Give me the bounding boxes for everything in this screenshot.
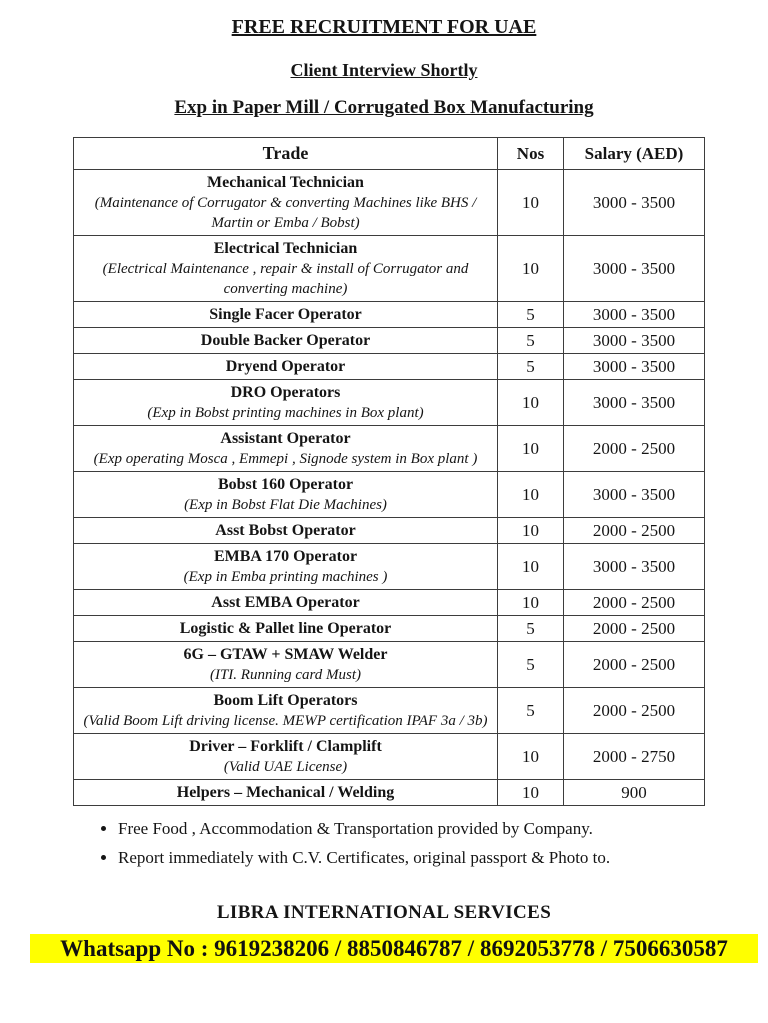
table-row: [74, 472, 705, 518]
table-row: [74, 426, 705, 472]
trade-detail: (Valid UAE License): [223, 759, 348, 775]
note-item: • Report immediately with C.V. Certificates, original passport & Photo to.: [118, 847, 768, 868]
nos-cell: 5: [498, 642, 564, 688]
trade-detail: (Exp in Bobst Flat Die Machines): [184, 497, 387, 513]
nos-cell: 5: [498, 616, 564, 642]
trade-cell: [74, 354, 498, 380]
trade-detail: (Electrical Maintenance , repair & install of Corrugator and converting machine): [102, 261, 469, 297]
trade-name: 6G – GTAW + SMAW Welder: [183, 646, 388, 663]
trade-cell: [74, 236, 498, 302]
trade-name: EMBA 170 Operator: [213, 548, 358, 565]
trade-cell: [74, 302, 498, 328]
nos-cell: 10: [498, 472, 564, 518]
table-row: [74, 170, 705, 236]
table-row: [74, 590, 705, 616]
trade-cell: [74, 472, 498, 518]
salary-cell: 3000 - 3500: [564, 380, 705, 426]
table-row: [74, 518, 705, 544]
nos-cell: 10: [498, 426, 564, 472]
trade-name: Electrical Technician: [213, 240, 358, 257]
trade-detail: (Exp in Emba printing machines ): [183, 569, 388, 585]
trade-cell: [74, 380, 498, 426]
table-row: [74, 544, 705, 590]
trade-cell: [74, 616, 498, 642]
note-item: • Free Food , Accommodation & Transportation provided by Company.: [118, 818, 768, 839]
trade-name: Single Facer Operator: [209, 306, 362, 323]
trade-cell: [74, 328, 498, 354]
salary-cell: 2000 - 2500: [564, 426, 705, 472]
trade-cell: [74, 518, 498, 544]
salary-cell: 3000 - 3500: [564, 302, 705, 328]
salary-column-header: Salary (AED): [564, 138, 705, 170]
salary-cell: 2000 - 2750: [564, 734, 705, 780]
table-row: [74, 616, 705, 642]
nos-cell: 5: [498, 328, 564, 354]
nos-cell: 5: [498, 688, 564, 734]
trade-name: Logistic & Pallet line Operator: [179, 620, 392, 637]
experience-line: Exp in Paper Mill / Corrugated Box Manufacturing: [174, 97, 594, 118]
salary-cell: 3000 - 3500: [564, 472, 705, 518]
trade-name: Assistant Operator: [220, 430, 351, 447]
salary-cell: 2000 - 2500: [564, 642, 705, 688]
table-row: [74, 380, 705, 426]
trade-name: Boom Lift Operators: [213, 692, 358, 709]
notes-list: [96, 818, 768, 868]
salary-cell: 2000 - 2500: [564, 590, 705, 616]
salary-cell: 3000 - 3500: [564, 236, 705, 302]
table-row: [74, 642, 705, 688]
salary-cell: 3000 - 3500: [564, 354, 705, 380]
trade-detail: (Maintenance of Corrugator & converting Machines like BHS / Martin or Emba / Bobst): [94, 195, 477, 231]
trade-column-header: Trade: [74, 138, 498, 170]
salary-cell: 3000 - 3500: [564, 328, 705, 354]
salary-cell: 3000 - 3500: [564, 544, 705, 590]
trade-name: Double Backer Operator: [200, 332, 371, 349]
trade-cell: [74, 590, 498, 616]
nos-cell: 10: [498, 734, 564, 780]
trade-cell: [74, 170, 498, 236]
table-body: [74, 170, 705, 806]
nos-column-header: Nos: [498, 138, 564, 170]
table-row: [74, 302, 705, 328]
nos-cell: 5: [498, 302, 564, 328]
table-header-row: [74, 138, 705, 170]
table-row: [74, 354, 705, 380]
page-title: FREE RECRUITMENT FOR UAE: [231, 16, 537, 38]
nos-cell: 10: [498, 380, 564, 426]
nos-cell: 5: [498, 354, 564, 380]
table-row: [74, 780, 705, 806]
table-row: [74, 688, 705, 734]
trade-name: Dryend Operator: [225, 358, 346, 375]
salary-cell: 2000 - 2500: [564, 688, 705, 734]
table-row: [74, 236, 705, 302]
nos-cell: 10: [498, 590, 564, 616]
nos-cell: 10: [498, 544, 564, 590]
trade-cell: [74, 642, 498, 688]
jobs-table: [73, 137, 705, 806]
table-row: [74, 734, 705, 780]
trade-detail: (Exp operating Mosca , Emmepi , Signode system in Box plant ): [93, 451, 478, 467]
trade-name: Bobst 160 Operator: [217, 476, 354, 493]
trade-detail: (Valid Boom Lift driving license. MEWP certification IPAF 3a / 3b): [83, 713, 488, 729]
trade-name: Helpers – Mechanical / Welding: [176, 784, 395, 801]
trade-name: Mechanical Technician: [207, 174, 364, 191]
trade-detail: (ITI. Running card Must): [209, 667, 362, 683]
trade-cell: [74, 734, 498, 780]
interview-subtitle: Client Interview Shortly: [290, 60, 478, 80]
nos-cell: 10: [498, 518, 564, 544]
trade-name: Driver – Forklift / Clamplift: [189, 738, 382, 755]
trade-name: DRO Operators: [230, 384, 341, 401]
trade-detail: (Exp in Bobst printing machines in Box plant): [147, 405, 424, 421]
salary-cell: 2000 - 2500: [564, 518, 705, 544]
nos-cell: 10: [498, 170, 564, 236]
salary-cell: 2000 - 2500: [564, 616, 705, 642]
salary-cell: 900: [564, 780, 705, 806]
trade-cell: [74, 544, 498, 590]
trade-cell: [74, 426, 498, 472]
whatsapp-banner: Whatsapp No : 9619238206 / 8850846787 / 8692053778 / 7506630587: [30, 934, 758, 963]
company-name: LIBRA INTERNATIONAL SERVICES: [216, 902, 552, 923]
salary-cell: 3000 - 3500: [564, 170, 705, 236]
trade-name: Asst EMBA Operator: [211, 594, 360, 611]
trade-name: Asst Bobst Operator: [215, 522, 356, 539]
nos-cell: 10: [498, 236, 564, 302]
trade-cell: [74, 780, 498, 806]
nos-cell: 10: [498, 780, 564, 806]
trade-cell: [74, 688, 498, 734]
table-row: [74, 328, 705, 354]
